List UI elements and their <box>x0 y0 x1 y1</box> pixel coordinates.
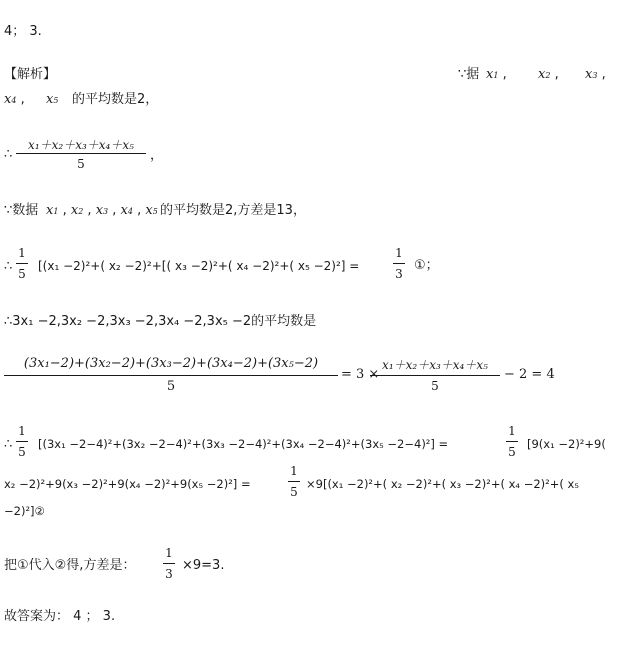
data-vars: x1 , x2 , x3 , x4 , x5 <box>46 203 158 218</box>
num-1: 1 <box>18 246 26 260</box>
one-fifth <box>16 246 28 286</box>
var-x: x <box>70 203 79 218</box>
mean-denominator: 5 <box>166 379 176 394</box>
var-sub: 3 <box>103 207 109 216</box>
variance-2b: [9(x₁ −2)²+9( <box>527 437 606 451</box>
sum-denominator: 5 <box>77 157 85 171</box>
var-sub: 1 <box>493 71 499 80</box>
therefore-sym-2: ∴ <box>4 259 13 274</box>
var-sub: 2 <box>78 207 84 216</box>
var-x3: x3 , <box>585 67 606 82</box>
therefore-sym-1: ∴ <box>4 147 13 162</box>
var-sub: 3 <box>592 71 598 80</box>
den-3: 3 <box>395 267 403 281</box>
sum-denominator: 5 <box>431 379 439 393</box>
analysis-label: 【解析】 <box>4 67 57 82</box>
var-x: x <box>46 92 54 107</box>
variance-eq: [(x₁ −2)²+( x₂ −2)²+[( x₃ −2)²+( x₄ −2)²+( x₅ −2)²] = <box>38 259 360 273</box>
var-x: x <box>585 67 593 82</box>
mean-numerator: (3x₁−2)+(3x₂−2)+(3x₃−2)+(3x₄−2)+(3x₅−2) <box>23 356 319 371</box>
var-x4: x4 , <box>4 92 25 107</box>
fraction-bar <box>288 481 300 482</box>
fraction-bar <box>370 375 500 376</box>
variance-2e: −2)²]② <box>4 504 45 518</box>
circle-1: ①； <box>414 258 439 273</box>
var-x2: x2 , <box>538 67 559 82</box>
sum-numerator: x₁＋x₂＋x₃＋x₄＋x₅ <box>382 358 488 372</box>
one-fifth-d <box>288 464 300 504</box>
var-x: x <box>538 67 546 82</box>
den-5: 5 <box>290 485 298 499</box>
data-prefix: ∵数据 <box>4 203 39 218</box>
var-sub: 5 <box>53 96 59 105</box>
times-9-eq-3: ×9=3. <box>182 558 225 573</box>
one-fifth-c <box>506 424 518 464</box>
var-x: x <box>4 92 12 107</box>
variance-2a: [(3x₁ −2−4)²+(3x₂ −2−4)²+(3x₃ −2−4)²+(3x₄ −2−4)²+(3x₅ −2−4)²] = <box>38 437 449 451</box>
answer-line: 4； 3. <box>4 24 42 39</box>
sum-over-5-b <box>370 356 500 398</box>
var-x: x <box>145 203 153 218</box>
minus-2-eq-4: − 2 = 4 <box>504 367 555 382</box>
mean-is-2: 的平均数是2， <box>72 92 159 107</box>
num-1: 1 <box>290 464 298 478</box>
fraction-bar <box>4 375 338 376</box>
one-fifth-b <box>16 424 28 464</box>
num-1: 1 <box>508 424 516 438</box>
den-5: 5 <box>508 445 516 459</box>
var-x1: x1 , <box>486 67 507 82</box>
den-5: 5 <box>18 445 26 459</box>
num-1: 1 <box>18 424 26 438</box>
sum-numerator: x₁＋x₂＋x₃＋x₄＋x₅ <box>28 138 134 152</box>
var-x: x <box>95 203 104 218</box>
num-1: 1 <box>395 246 403 260</box>
sum-over-5 <box>16 136 146 176</box>
var-sub: 4 <box>127 207 133 216</box>
substitute-line: 把①代入②得,方差是： <box>4 558 136 573</box>
var-x5 <box>46 92 58 109</box>
den-3: 3 <box>165 567 173 581</box>
mean-fraction <box>4 356 338 398</box>
num-1: 1 <box>165 546 173 560</box>
variance-2d: ×9[(x₁ −2)²+( x₂ −2)²+( x₃ −2)²+( x₄ −2)²+( x₅ <box>306 477 579 491</box>
var-x: x <box>486 67 494 82</box>
fraction-bar <box>393 263 405 264</box>
den-5: 5 <box>18 267 26 281</box>
var-x: x <box>46 203 54 218</box>
var-sub: 2 <box>545 71 551 80</box>
equals-3x: = 3 × <box>341 367 380 382</box>
comma: ， <box>150 148 164 163</box>
one-third-b <box>163 546 175 586</box>
var-sub: 1 <box>53 207 59 216</box>
final-answer: 故答案为： 4 ； 3. <box>4 609 116 624</box>
one-third <box>393 246 405 286</box>
var-sub: 5 <box>152 207 158 216</box>
variance-2c: x₂ −2)²+9(x₃ −2)²+9(x₄ −2)²+9(x₅ −2)²] = <box>4 477 251 491</box>
line-3x: ∴3x₁ −2,3x₂ −2,3x₃ −2,3x₄ −2,3x₅ −2的平均数是 <box>4 314 317 329</box>
var-sub: 4 <box>11 96 17 105</box>
therefore-sym-3: ∴ <box>4 437 13 452</box>
fraction-bar <box>16 441 28 442</box>
var-x: x <box>120 203 128 218</box>
data-tail: 的平均数是2,方差是13， <box>160 203 306 218</box>
fraction-bar <box>506 441 518 442</box>
given-intro: ∵据 <box>458 67 480 82</box>
fraction-bar <box>16 153 146 154</box>
fraction-bar <box>163 563 175 564</box>
fraction-bar <box>16 263 28 264</box>
